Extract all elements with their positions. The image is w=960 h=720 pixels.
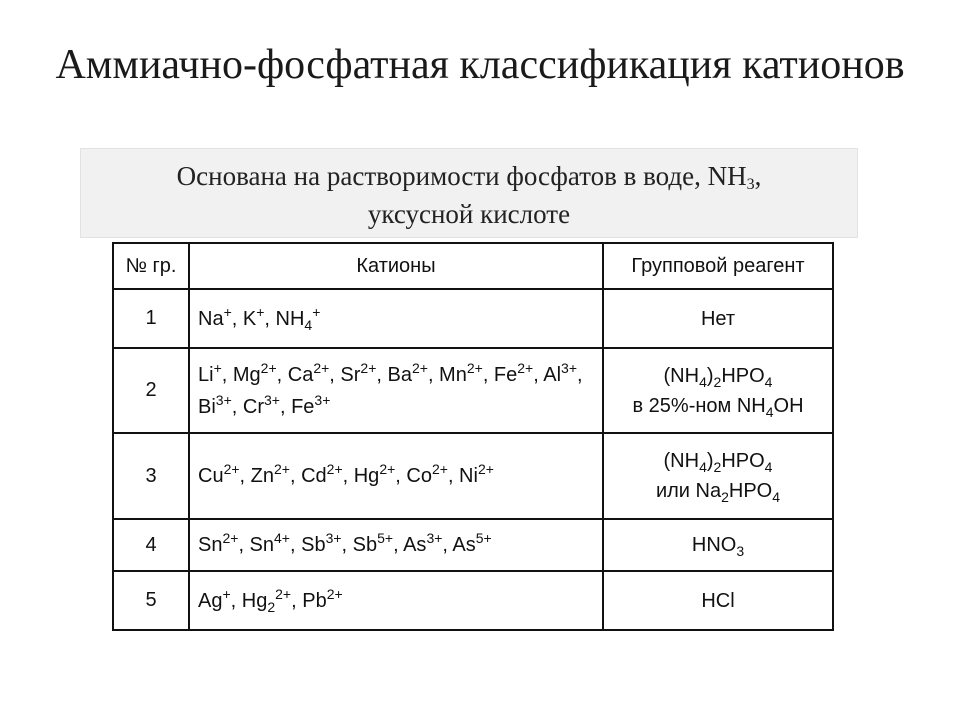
cations-cell <box>189 571 603 630</box>
reagent-cell <box>603 519 833 571</box>
header-group-number: № гр. <box>113 243 189 289</box>
header-cations: Катионы <box>189 243 603 289</box>
cations-text: Li+, $Mg^{2+}$, $Ca^{2+}$, $Sr^{2+}$, $Ba^{2+}$, $Mn^{2+}$, $Fe^{2+}$, $Al^{3+}$, $Bi^{3+}$, $Cr^{3+}$, $Fe^{3+}$ <box>198 359 583 418</box>
reagent-text: Нет <box>700 307 736 330</box>
cations-text: Ag+, $Hg_2^{2+}$, $Pb^{2+}$ <box>198 585 343 615</box>
group-number: 3 <box>113 433 189 519</box>
group-number: 4 <box>113 519 189 571</box>
reagent-cell <box>603 571 833 630</box>
table-row <box>113 433 833 519</box>
reagent-cell <box>603 348 833 433</box>
group-number: 1 <box>113 289 189 348</box>
cations-text: $Sn^{2+}$, $Sn^{4+}$, $Sb^{3+}$, $Sb^{5+}$, $As^{3+}$, $As^{5+}$ <box>198 530 492 556</box>
table-row <box>113 519 833 571</box>
table-row <box>113 289 833 348</box>
subtitle-subscript: 3 <box>746 176 755 193</box>
reagent-text: $HNO_3$ <box>691 534 745 559</box>
table-row <box>113 348 833 433</box>
subtitle-line1: Основана на растворимости фосфатов в воде, NH <box>176 161 747 191</box>
cations-text: Na+, K+, $NH_4^+$ <box>198 303 321 333</box>
subtitle-line1-end: , <box>754 161 762 191</box>
cations-cell <box>189 519 603 571</box>
cations-cell <box>189 348 603 433</box>
group-number: 2 <box>113 348 189 433</box>
reagent-text: $(NH_4)_2HPO_4$ в 25%-ном $NH_4OH$ <box>632 364 804 420</box>
reagent-cell <box>603 289 833 348</box>
reagent-text: $(NH_4)_2HPO_4$ или $Na_2HPO_4$ <box>655 450 781 505</box>
cations-cell <box>189 289 603 348</box>
table-header-row <box>113 243 833 289</box>
reagent-text: HCl <box>701 589 735 612</box>
cations-text: $Cu^{2+}$, $Zn^{2+}$, $Cd^{2+}$, $Hg^{2+}$, $Co^{2+}$, $Ni^{2+}$ <box>198 461 494 487</box>
subtitle-line2: уксусной кислоте <box>367 199 571 229</box>
subtitle-box <box>80 148 858 238</box>
header-group-reagent: Групповой реагент <box>603 243 833 289</box>
page-title: Аммиачно-фосфатная классификация катионов <box>55 42 905 88</box>
table-row <box>113 571 833 630</box>
cation-classification-table <box>112 242 834 631</box>
reagent-cell <box>603 433 833 519</box>
cations-cell <box>189 433 603 519</box>
group-number: 5 <box>113 571 189 630</box>
